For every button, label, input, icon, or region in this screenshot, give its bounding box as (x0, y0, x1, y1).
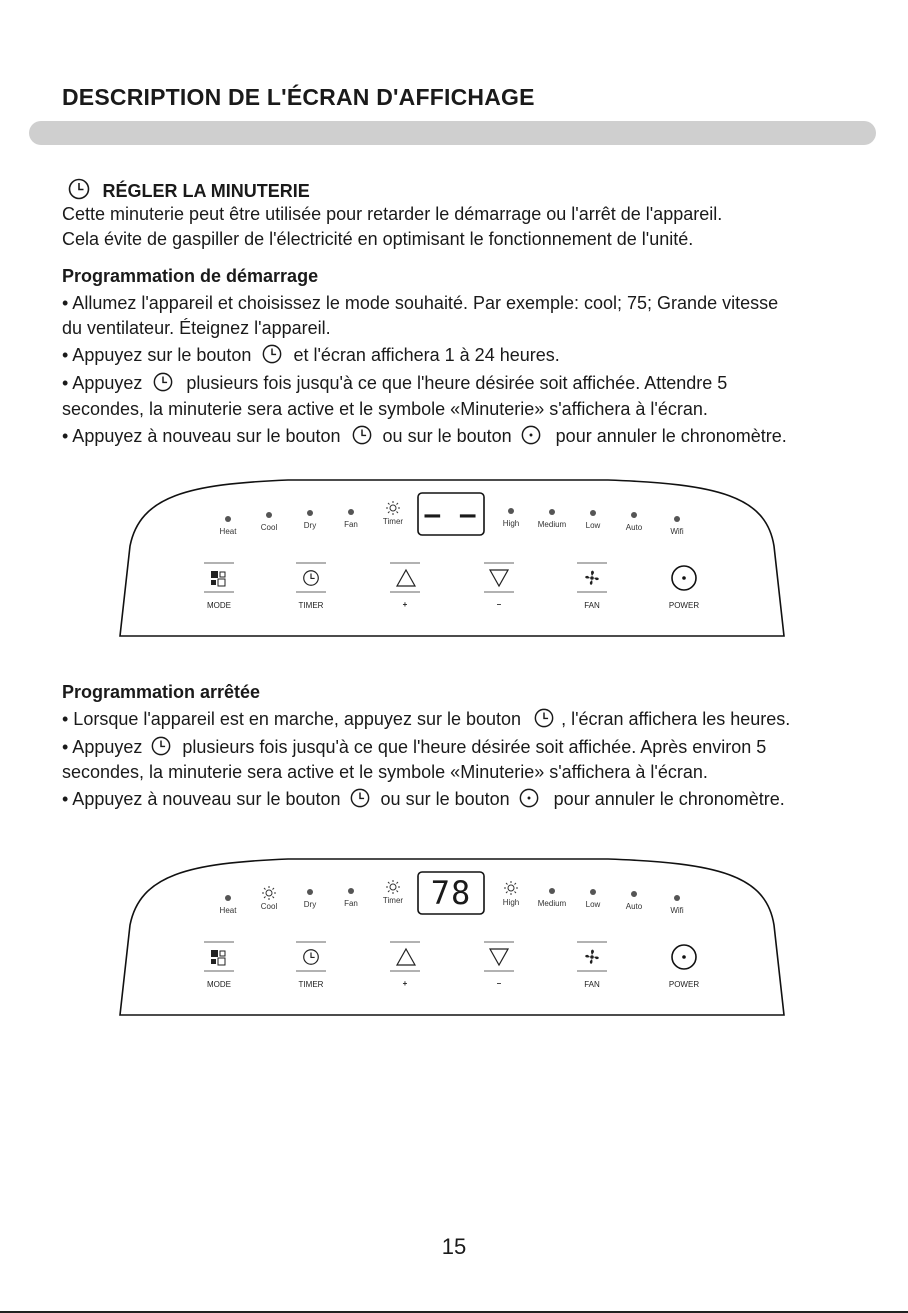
power-icon (521, 425, 541, 445)
fan-led (348, 888, 354, 894)
plus-label: + (402, 979, 408, 988)
low-led (590, 889, 596, 895)
stop-bullet-2 (62, 735, 766, 760)
heat-led (225, 895, 231, 901)
auto-led (631, 891, 637, 897)
start-prog-title: Programmation de démarrage (62, 266, 319, 286)
power-button[interactable] (670, 564, 698, 592)
stop-bullet-3 (62, 787, 785, 812)
panel-outline (118, 468, 786, 638)
fan-icon (582, 947, 602, 967)
medium-label: Medium (537, 520, 567, 529)
cool-led (266, 512, 272, 518)
control-panel-2 (118, 847, 786, 1017)
panel-outline (118, 847, 786, 1017)
plus-button[interactable] (395, 946, 417, 968)
minus-label: – (496, 979, 502, 988)
mode-button[interactable] (209, 947, 229, 967)
dry-label: Dry (303, 521, 317, 530)
low-label: Low (585, 521, 601, 530)
stop-b3-text-c: pour annuler le chronomètre. (553, 789, 785, 809)
high-label: High (502, 519, 520, 528)
clock-icon (534, 708, 554, 728)
start-b2-text-b: et l'écran affichera 1 à 24 heures. (293, 345, 560, 365)
display-readout: 78 (430, 874, 472, 912)
clock-icon (68, 178, 90, 200)
fan-icon (582, 568, 602, 588)
start-b4-text-b: ou sur le bouton (382, 426, 512, 446)
fan-label: Fan (344, 520, 358, 529)
auto-led (631, 512, 637, 518)
dry-label: Dry (303, 900, 317, 909)
triangle-down-icon (488, 946, 510, 968)
start-b4-text-c: pour annuler le chronomètre. (555, 426, 787, 446)
start-b3-text-a: • Appuyez (62, 373, 143, 393)
fan-button[interactable] (582, 947, 602, 967)
wifi-led (674, 895, 680, 901)
start-b3-text-b: plusieurs fois jusqu'à ce que l'heure désirée soit affichée. Attendre 5 (186, 373, 728, 393)
triangle-up-icon (395, 946, 417, 968)
power-label: POWER (668, 980, 700, 989)
wifi-led (674, 516, 680, 522)
intro-line-2: Cela évite de gaspiller de l'électricité en optimisant le fonctionnement de l'unité. (62, 229, 694, 249)
triangle-down-icon (488, 567, 510, 589)
clock-icon (350, 788, 370, 808)
clock-icon (352, 425, 372, 445)
start-bullet-3-cont: secondes, la minuterie sera active et le symbole «Minuterie» s'affichera à l'écran. (62, 399, 708, 419)
intro-line-1: Cette minuterie peut être utilisée pour retarder le démarrage ou l'arrêt de l'appareil. (62, 204, 723, 224)
wifi-label: Wifi (670, 906, 684, 915)
clock-icon (262, 344, 282, 364)
fan-button-label: FAN (584, 980, 600, 989)
start-b4-text-a: • Appuyez à nouveau sur le bouton (62, 426, 341, 446)
cool-label: Cool (260, 902, 278, 911)
start-bullet-2 (62, 343, 560, 368)
section-title: RÉGLER LA MINUTERIE (102, 181, 310, 201)
heat-led (225, 516, 231, 522)
medium-led (549, 509, 555, 515)
power-icon (519, 788, 539, 808)
minus-label: – (496, 600, 502, 609)
fan-button-label: FAN (584, 601, 600, 610)
stop-bullet-2-cont: secondes, la minuterie sera active et le symbole «Minuterie» s'affichera à l'écran. (62, 762, 708, 782)
wifi-label: Wifi (670, 527, 684, 536)
high-label: High (502, 898, 520, 907)
clock-icon (153, 372, 173, 392)
fan-led (348, 509, 354, 515)
display-readout: – – (424, 500, 478, 530)
plus-button[interactable] (395, 567, 417, 589)
clock-icon (301, 947, 321, 967)
timer-label: Timer (382, 517, 404, 526)
power-button[interactable] (670, 943, 698, 971)
timer-button[interactable] (301, 947, 321, 967)
timer-button-label: TIMER (298, 601, 324, 610)
mode-label: MODE (207, 601, 231, 610)
fan-label: Fan (344, 899, 358, 908)
triangle-up-icon (395, 567, 417, 589)
mode-icon (209, 568, 229, 588)
low-led (590, 510, 596, 516)
power-label: POWER (668, 601, 700, 610)
heading-band (29, 121, 876, 145)
timer-button-label: TIMER (298, 980, 324, 989)
page-number: 15 (441, 1234, 467, 1259)
timer-label: Timer (382, 896, 404, 905)
fan-button[interactable] (582, 568, 602, 588)
start-bullet-3 (62, 371, 727, 396)
heat-label: Heat (219, 527, 237, 536)
stop-b1-text-a: • Lorsque l'appareil est en marche, appuyez sur le bouton (62, 709, 522, 729)
power-icon (670, 943, 698, 971)
control-panel-1 (118, 468, 786, 638)
stop-b2-text-a: • Appuyez (62, 737, 143, 757)
power-icon (670, 564, 698, 592)
dry-led (307, 889, 313, 895)
heat-label: Heat (219, 906, 237, 915)
start-bullet-4 (62, 424, 787, 449)
auto-label: Auto (625, 902, 643, 911)
stop-b3-text-a: • Appuyez à nouveau sur le bouton (62, 789, 341, 809)
medium-label: Medium (537, 899, 567, 908)
start-bullet-1: • Allumez l'appareil et choisissez le mode souhaité. Par exemple: cool; 75; Grande vitesse (62, 293, 779, 313)
high-led (508, 508, 514, 514)
stop-b1-text-b: , l'écran affichera les heures. (561, 709, 791, 729)
start-bullet-1-cont: du ventilateur. Éteignez l'appareil. (62, 318, 331, 338)
section-title-row (68, 178, 310, 202)
timer-button[interactable] (301, 568, 321, 588)
stop-b3-text-b: ou sur le bouton (380, 789, 510, 809)
dry-led (307, 510, 313, 516)
auto-label: Auto (625, 523, 643, 532)
plus-label: + (402, 600, 408, 609)
clock-icon (151, 736, 171, 756)
stop-b2-text-b: plusieurs fois jusqu'à ce que l'heure désirée soit affichée. Après environ 5 (182, 737, 767, 757)
medium-led (549, 888, 555, 894)
mode-label: MODE (207, 980, 231, 989)
stop-prog-title: Programmation arrêtée (62, 682, 261, 702)
minus-button[interactable] (488, 567, 510, 589)
start-b2-text-a: • Appuyez sur le bouton (62, 345, 252, 365)
cool-label: Cool (260, 523, 278, 532)
mode-button[interactable] (209, 568, 229, 588)
page-heading: DESCRIPTION DE L'ÉCRAN D'AFFICHAGE (62, 84, 535, 110)
stop-bullet-1 (62, 707, 790, 732)
mode-icon (209, 947, 229, 967)
clock-icon (301, 568, 321, 588)
minus-button[interactable] (488, 946, 510, 968)
low-label: Low (585, 900, 601, 909)
